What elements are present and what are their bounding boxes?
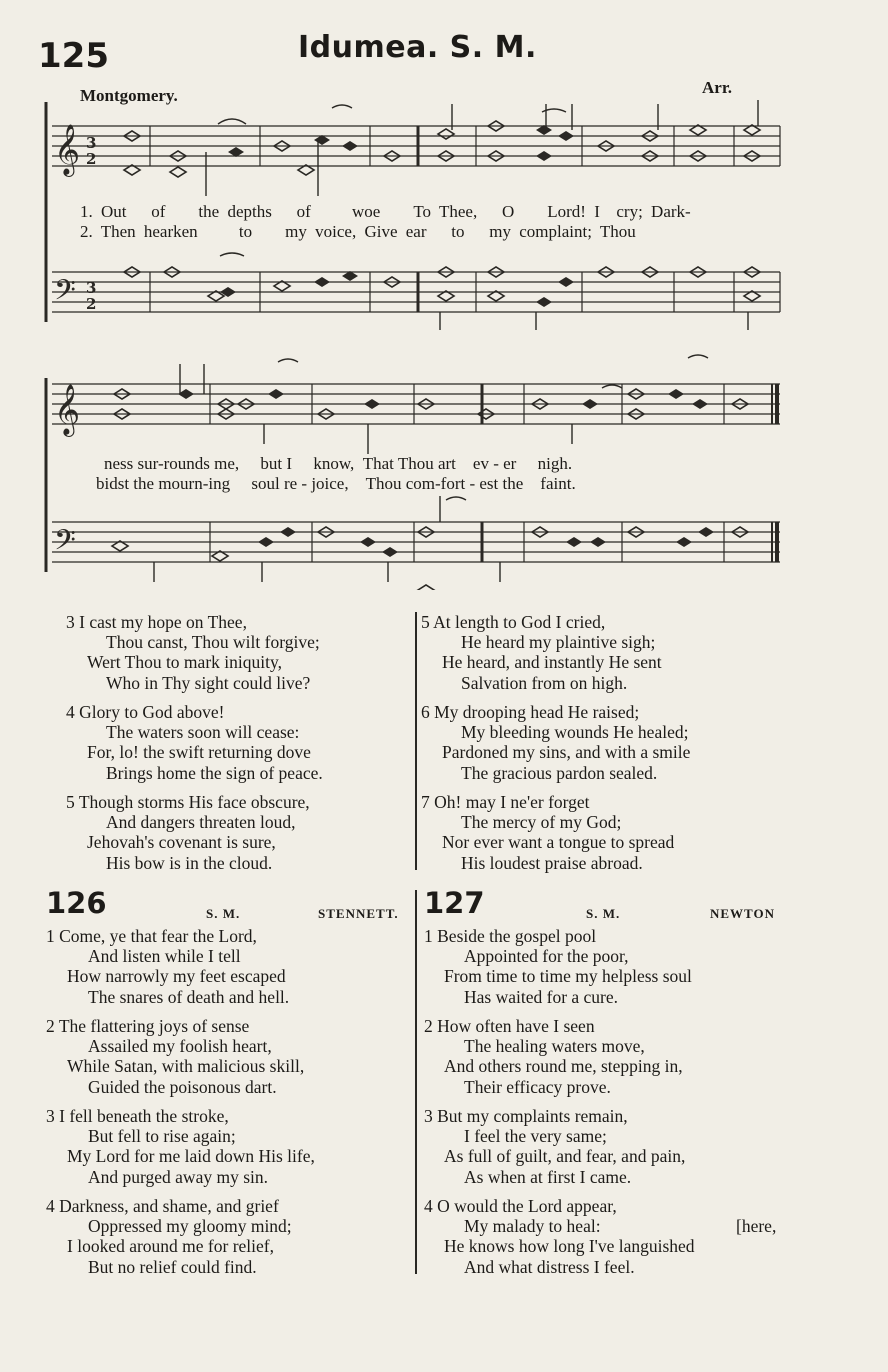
svg-text:3: 3 [86, 134, 97, 152]
lyric-line1-verse1: 1. Out of the depths of woe To Thee, O Lord! I cry; Dark- [80, 202, 691, 221]
treble-staff [52, 126, 780, 166]
hymn127-verse-3: 3 But my complaints remain, I feel the very same; As full of guilt, and fear, and pain, As when at first I came. [424, 1106, 686, 1187]
svg-text:𝄢: 𝄢 [54, 524, 76, 564]
column-divider-bottom [415, 890, 417, 1274]
hymn125-verse-5b: 5 At length to God I cried, He heard my plaintive sigh; He heard, and instantly He sent Salvation from on high. [421, 612, 662, 693]
hymn127-verse-2: 2 How often have I seen The healing waters move, And others round me, stepping in, Their efficacy prove. [424, 1016, 683, 1097]
hymn125-verse-5: 5 Though storms His face obscure, And dangers threaten loud, Jehovah's covenant is sure, His bow is in the cloud. [66, 792, 310, 873]
hymn126-verse-3: 3 I fell beneath the stroke, But fell to rise again; My Lord for me laid down His life, And purged away my sin. [46, 1106, 315, 1187]
hymn126-author: STENNETT. [318, 906, 399, 921]
svg-text:2: 2 [86, 150, 97, 168]
hymn126-meter: S. M. [206, 906, 241, 921]
hymn127-number: 127 [424, 886, 485, 920]
svg-text:𝄞: 𝄞 [54, 124, 81, 175]
hymn125-verse-4: 4 Glory to God above! The waters soon will cease: For, lo! the swift returning dove Brings home the sign of peace. [66, 702, 323, 783]
hymn125-verse-7: 7 Oh! may I ne'er forget The mercy of my God; Nor ever want a tongue to spread His loudest praise abroad. [421, 792, 675, 873]
svg-text:2: 2 [86, 295, 97, 313]
lyric-line1-verse2: 2. Then hearken to my voice, Give ear to my complaint; Thou [80, 222, 636, 241]
svg-text:𝄢: 𝄢 [54, 274, 76, 314]
lyric-line2-verse1: ness sur-rounds me, but I know, That Thou art ev - er nigh. [104, 454, 573, 473]
hymn127-verse-1: 1 Beside the gospel pool Appointed for the poor, From time to time my helpless soul Has waited for a cure. [424, 926, 692, 1007]
hymn126-verse-4: 4 Darkness, and shame, and grief Oppressed my gloomy mind; I looked around me for relief, But no relief could find. [46, 1196, 292, 1277]
svg-text:3: 3 [86, 279, 97, 297]
column-divider-top [415, 612, 417, 870]
composer-credit: Montgomery. [80, 86, 178, 105]
bass-staff [52, 522, 780, 562]
hymn-title: Idumea. S. M. [298, 30, 537, 65]
hymn125-verse-6: 6 My drooping head He raised; My bleeding wounds He healed; Pardoned my sins, and with a smile The gracious pardon sealed. [421, 702, 691, 783]
svg-text:𝄞: 𝄞 [54, 384, 81, 435]
treble-staff [52, 384, 780, 424]
hymn125-verse-3: 3 I cast my hope on Thee, Thou canst, Thou wilt forgive; Wert Thou to mark iniquity, Who in Thy sight could live? [66, 612, 320, 693]
hymn127-verse-4: 4 O would the Lord appear, My malady to heal: [here, He knows how long I've languished And what distress I feel. [424, 1196, 777, 1277]
hymn127-meter: S. M. [586, 906, 621, 921]
bass-staff [52, 272, 780, 312]
hymn126-verse-2: 2 The flattering joys of sense Assailed my foolish heart, While Satan, with malicious skill, Guided the poisonous dart. [46, 1016, 305, 1097]
page-number: 125 [38, 36, 109, 76]
lyric-line2-verse2: bidst the mourn-ing soul re - joice, Thou com-fort - est the faint. [96, 474, 576, 493]
hymn126-number: 126 [46, 886, 107, 920]
arranger-credit: Arr. [702, 78, 733, 97]
hymn126-verse-1: 1 Come, ye that fear the Lord, And listen while I tell How narrowly my feet escaped The snares of death and hell. [46, 926, 290, 1007]
hymn127-author: NEWTON [710, 906, 775, 921]
